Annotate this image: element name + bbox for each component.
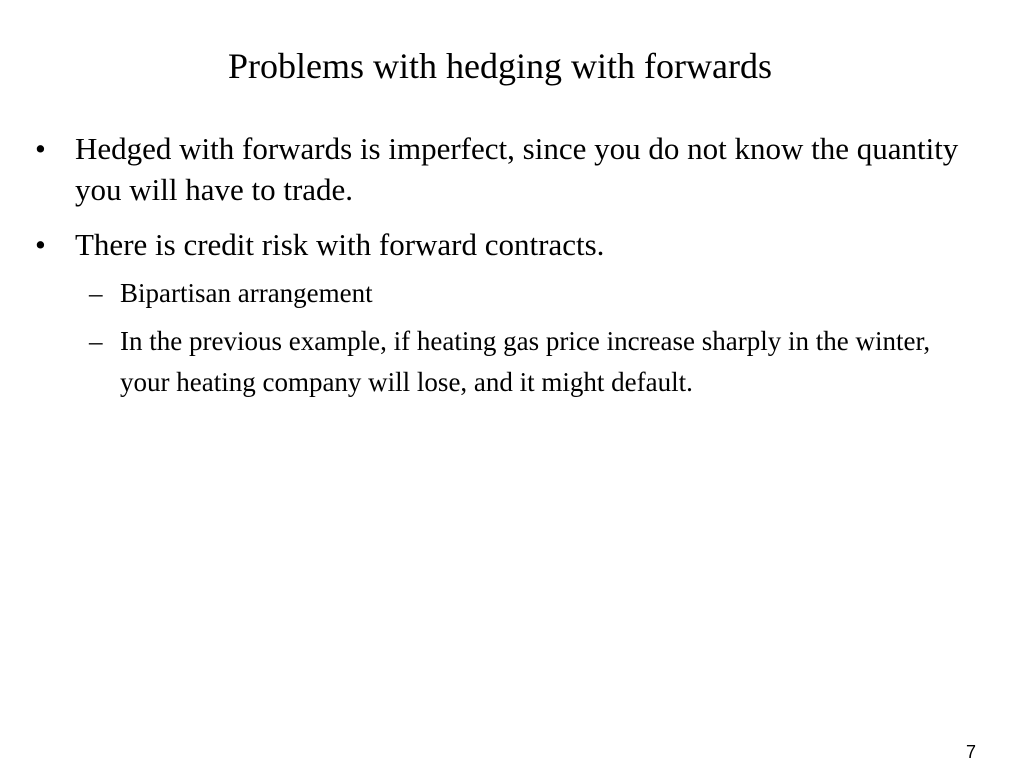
sub-bullet-text: In the previous example, if heating gas price increase sharply in the winter, your heating company will lose, and it might default. [120,326,931,397]
bullet-item-credit-risk [30,224,970,403]
page-number: 7 [965,742,976,762]
sub-bullet-item-example [75,321,970,403]
sub-bullet-marker: – [89,326,103,356]
bullet-text: Hedged with forwards is imperfect, since you do not know the quantity you will have to trade. [75,131,959,207]
slide-title: Problems with hedging with forwards [228,46,772,86]
bullet-marker: • [35,131,46,166]
sub-bullet-list [75,273,970,403]
bullet-marker: • [35,227,46,262]
sub-bullet-item-bipartisan [75,273,970,314]
sub-bullet-marker: – [89,278,103,308]
sub-bullet-text: Bipartisan arrangement [120,278,373,308]
bullet-text: There is credit risk with forward contracts. [75,227,605,262]
bullet-item-imperfect-hedge [30,128,970,210]
bullet-list [30,128,970,417]
